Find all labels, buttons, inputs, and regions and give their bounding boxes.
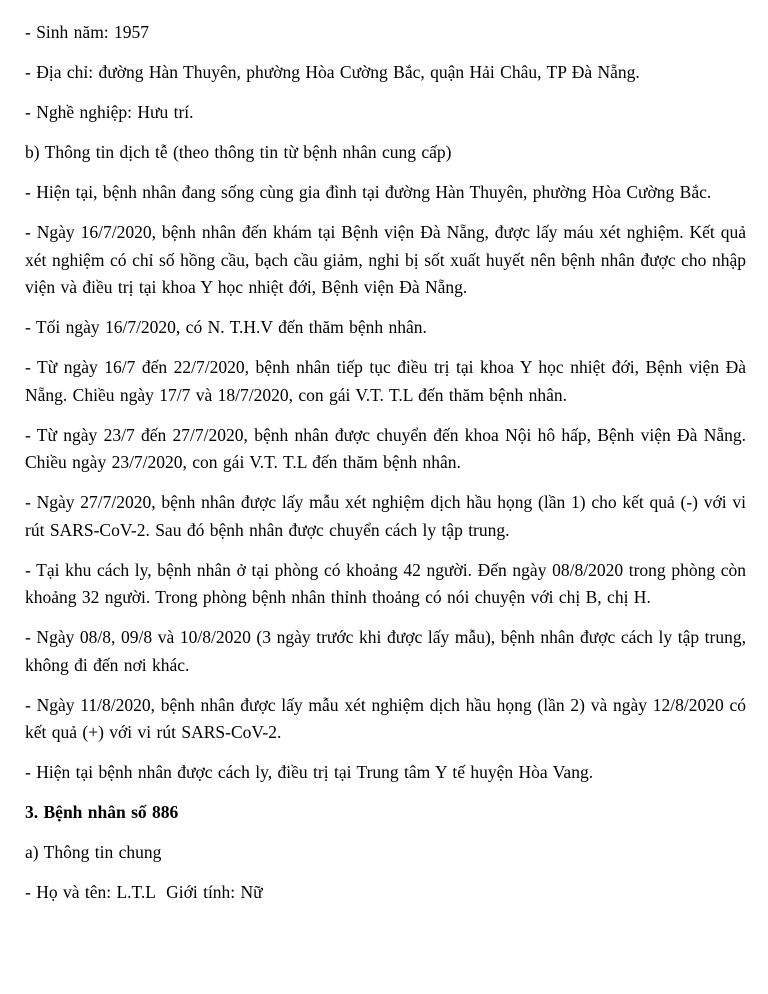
paragraph: - Nghề nghiệp: Hưu trí. <box>25 102 194 122</box>
paragraph: - Tối ngày 16/7/2020, có N. T.H.V đến thăm bệnh nhân. <box>25 317 427 337</box>
section-heading: 3. Bệnh nhân số 886 <box>25 802 179 822</box>
paragraph: a) Thông tin chung <box>25 842 162 862</box>
paragraph: - Ngày 16/7/2020, bệnh nhân đến khám tại Bệnh viện Đà Nẵng, được lấy máu xét nghiệm. Kết quả xét nghiệm có chỉ số hồng cầu, bạch cầu giảm, nghi bị sốt xuất huyết nên bệnh nhân được cho nhập viện và điều trị tại khoa Y học nhiệt đới, Bệnh viện Đà Nẵng. <box>25 222 752 297</box>
paragraph: - Họ và tên: L.T.L Giới tính: Nữ <box>25 882 263 902</box>
paragraph: - Tại khu cách ly, bệnh nhân ở tại phòng có khoảng 42 người. Đến ngày 08/8/2020 trong phòng còn khoảng 32 người. Trong phòng bệnh nhân thỉnh thoảng có nói chuyện với chị B, chị H. <box>25 559 752 607</box>
paragraph: - Ngày 11/8/2020, bệnh nhân được lấy mẫu xét nghiệm dịch hầu họng (lần 2) và ngày 12/8/2020 có kết quả (+) với vi rút SARS-CoV-2. <box>25 694 752 742</box>
document-body <box>25 19 752 907</box>
paragraph: - Ngày 27/7/2020, bệnh nhân được lấy mẫu xét nghiệm dịch hầu họng (lần 1) cho kết quả (-) với vi rút SARS-CoV-2. Sau đó bệnh nhân được chuyển cách ly tập trung. <box>25 492 752 540</box>
paragraph: b) Thông tin dịch tễ (theo thông tin từ bệnh nhân cung cấp) <box>25 142 452 162</box>
paragraph: - Từ ngày 16/7 đến 22/7/2020, bệnh nhân tiếp tục điều trị tại khoa Y học nhiệt đới, Bệnh viện Đà Nẵng. Chiều ngày 17/7 và 18/7/2020, con gái V.T. T.L đến thăm bệnh nhân. <box>25 357 752 405</box>
paragraph: - Ngày 08/8, 09/8 và 10/8/2020 (3 ngày trước khi được lấy mẫu), bệnh nhân được cách ly tập trung, không đi đến nơi khác. <box>25 627 752 675</box>
paragraph: - Hiện tại bệnh nhân được cách ly, điều trị tại Trung tâm Y tế huyện Hòa Vang. <box>25 762 594 782</box>
paragraph: - Từ ngày 23/7 đến 27/7/2020, bệnh nhân được chuyển đến khoa Nội hô hấp, Bệnh viện Đà Nẵng. Chiều ngày 23/7/2020, con gái V.T. T.L đến thăm bệnh nhân. <box>25 424 752 472</box>
paragraph: - Hiện tại, bệnh nhân đang sống cùng gia đình tại đường Hàn Thuyên, phường Hòa Cường Bắc. <box>25 182 712 202</box>
paragraph: - Sinh năm: 1957 <box>25 22 150 42</box>
paragraph: - Địa chỉ: đường Hàn Thuyên, phường Hòa Cường Bắc, quận Hải Châu, TP Đà Nẵng. <box>25 62 640 82</box>
